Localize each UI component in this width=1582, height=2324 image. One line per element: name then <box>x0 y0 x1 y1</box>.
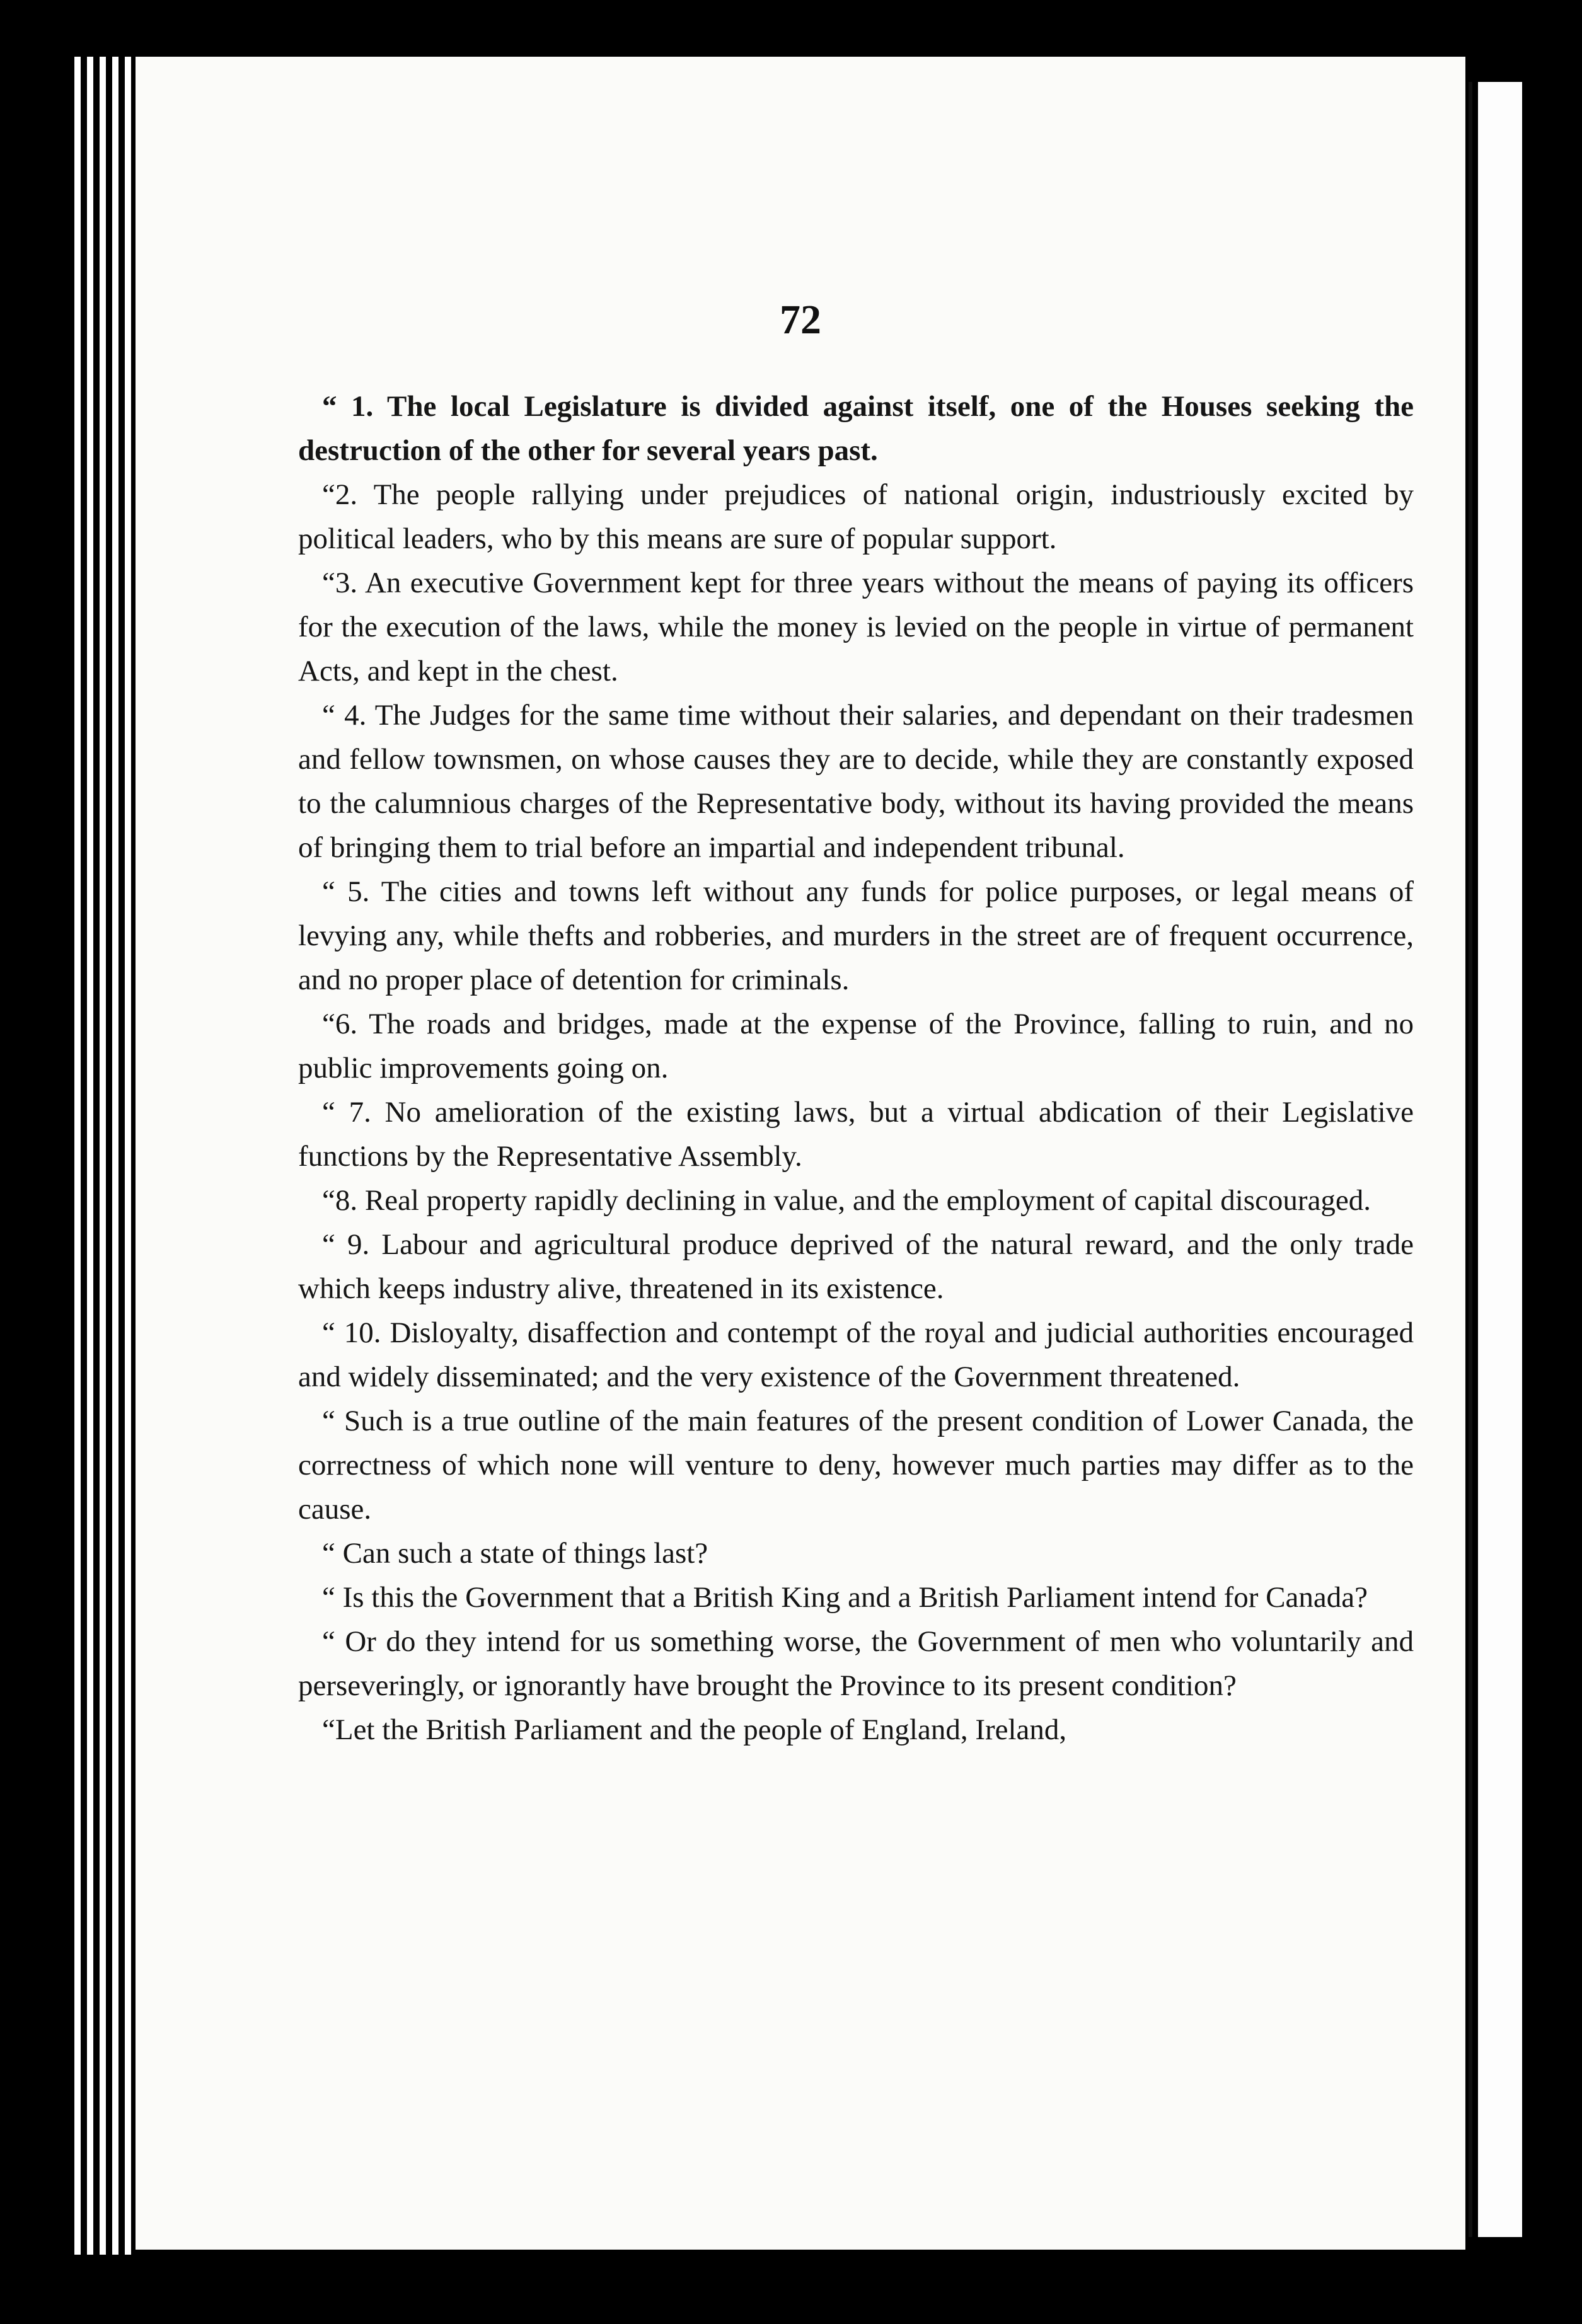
paragraph: “3. An executive Government kept for three years without the means of paying its officers for the execution of the laws, while the money is levied on the people in virtue of permanent Acts, and kept in the chest. <box>298 567 1414 687</box>
paragraph: “6. The roads and bridges, made at the expense of the Province, falling to ruin, and no public improvements going on. <box>298 1008 1414 1084</box>
facing-page-edge <box>1478 82 1522 2237</box>
page-edge <box>112 57 118 2255</box>
gutter-shadow <box>1469 82 1472 2237</box>
page-edge <box>87 57 93 2255</box>
paragraph: “2. The people rallying under prejudices of national origin, industriously excited by political leaders, who by this means are sure of popular support. <box>298 478 1414 555</box>
book-page <box>136 57 1465 2250</box>
paragraph: “8. Real property rapidly declining in value, and the employment of capital discouraged. <box>322 1184 1371 1217</box>
page-edge <box>74 57 81 2255</box>
paragraph: “ 9. Labour and agricultural produce deprived of the natural reward, and the only trade which keeps industry alive, threatened in its existence. <box>298 1228 1414 1305</box>
paragraph: “ Such is a true outline of the main features of the present condition of Lower Canada, the correctness of which none will venture to deny, however much parties may differ as to the cause. <box>298 1405 1414 1526</box>
paragraph: “ 10. Disloyalty, disaffection and contempt of the royal and judicial authorities encouraged and widely disseminated; and the very existence of the Government threatened. <box>298 1316 1414 1393</box>
paragraph: “ 7. No amelioration of the existing laws, but a virtual abdication of their Legislative functions by the Representative Assembly. <box>298 1096 1414 1173</box>
paragraph: “ Is this the Government that a British King and a British Parliament intend for Canada? <box>322 1581 1368 1614</box>
paragraph: “ Can such a state of things last? <box>322 1537 708 1570</box>
paragraph: “ 4. The Judges for the same time without their salaries, and dependant on their tradesmen and fellow townsmen, on whose causes they are to decide, while they are constantly exposed to the calumnious charges of the Representative body, without its having provided the means of bringing them to trial before an impartial and independent tribunal. <box>298 699 1414 864</box>
paragraph: “ Or do they intend for us something worse, the Government of men who voluntarily and perseveringly, or ignorantly have brought the Province to its present condition? <box>298 1625 1414 1702</box>
paragraph: “Let the British Parliament and the people of England, Ireland, <box>322 1713 1067 1746</box>
paragraph: “ 1. The local Legislature is divided against itself, one of the Houses seeking the destruction of the other for several years past. <box>298 390 1414 467</box>
page-number: 72 <box>780 297 821 343</box>
paragraph: “ 5. The cities and towns left without any funds for police purposes, or legal means of levying any, while thefts and robberies, and murders in the street are of frequent occurrence, and no proper place of detention for criminals. <box>298 875 1414 996</box>
page-edge <box>100 57 106 2255</box>
body-text <box>298 384 1414 1752</box>
page-edge <box>125 57 131 2255</box>
